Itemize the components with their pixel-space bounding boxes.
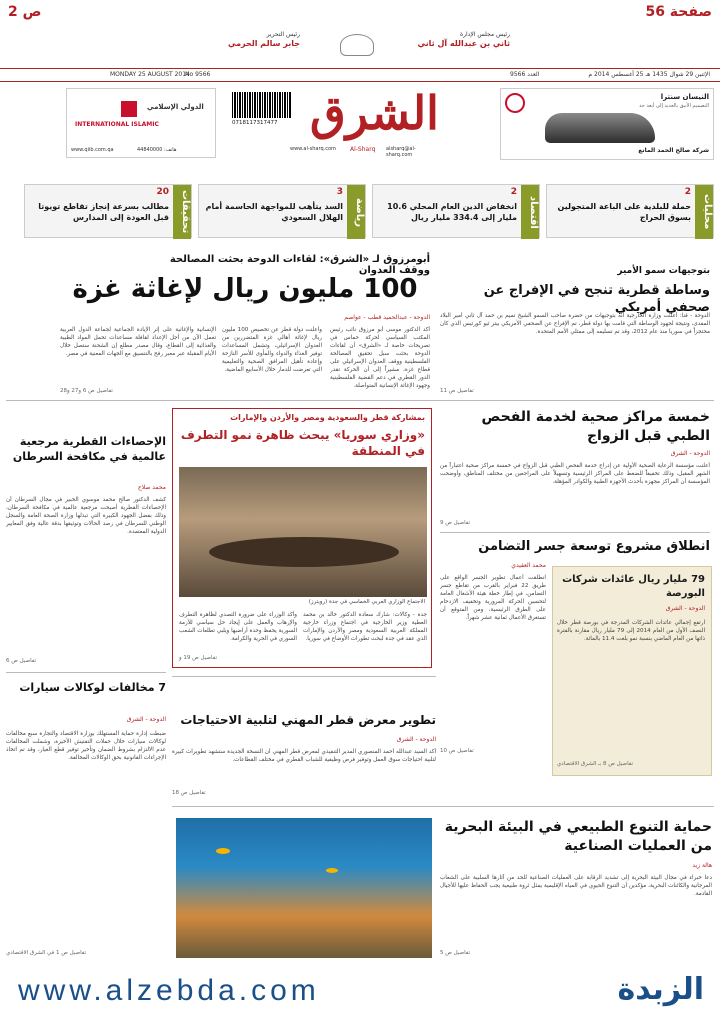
expo-more[interactable]: تفاصيل ص 18 bbox=[172, 790, 206, 796]
cars-byline: الدوحة - الشرق bbox=[126, 716, 166, 723]
barcode-number: 0718117317477 bbox=[232, 120, 278, 126]
amir-body: الدوحة - قنا: أعلنت وزارة الخارجية أنه بتوجيهات من حضرة صاحب السمو الشيخ تميم بن حمد آل ثاني أمير البلاد المفدى، ونتيجة لجهود الوساطة التي قامت بها دولة قطر، تم الإفراج عن الصحفي الأمريكي بيتر ثيو كورتيس الذي كان محتجزاً في سوريا منذ عام 2012، وقد تم تسليمه إلى ممثلي الأمم المتحدة. bbox=[440, 313, 710, 335]
amir-headline[interactable]: وساطة قطرية تنجح في الإفراج عن صحفي أمريكي bbox=[483, 283, 710, 315]
teaser-economy[interactable] bbox=[372, 184, 540, 238]
editor-block bbox=[220, 30, 300, 48]
meeting-table bbox=[209, 537, 399, 567]
top-strip bbox=[0, 0, 720, 85]
ad-left[interactable] bbox=[66, 88, 216, 158]
bank-phone: هاتف: 44840000 bbox=[137, 147, 177, 153]
teaser-sports-num: 3 bbox=[336, 187, 343, 197]
teaser-local[interactable] bbox=[546, 184, 714, 238]
bourse-box bbox=[552, 566, 712, 776]
bourse-body: ارتفع إجمالي عائدات الشركات المدرجة في بورصة قطر خلال النصف الأول من العام 2014 إلى 79 مليار ريال مقارنة بالفترة ذاتها من العام الماضي بنسبة نمو بلغت 11.4 بالمائة. bbox=[557, 620, 705, 642]
teaser-economy-title: انخفاض الدين العام المحلي 10.6 مليار إلى 334.4 مليار ريال bbox=[387, 202, 517, 222]
date-ar: الإثنين 29 شوال 1435 هـ 25 أغسطس 2014 م bbox=[588, 71, 710, 78]
bridge-body: انطلقت أعمال تطوير الجسر الواقع على طريق 22 فبراير بالقرب من تقاطع جسر التضامن، في إطار خطة هيئة الأشغال العامة لتحسين الحركة المرورية وتخفيف الازدحام على الطرق الرئيسية، ومن المتوقع أن تستغرق الأعمال ثمانية عشر شهراً. bbox=[440, 575, 546, 621]
expo-byline: الدوحة - الشرق bbox=[396, 736, 436, 743]
teaser-investigations-section: تحقيقات bbox=[173, 185, 191, 239]
divider-1 bbox=[6, 400, 714, 401]
marine-more[interactable]: تفاصيل ص 5 bbox=[440, 950, 471, 956]
health-headline[interactable]: خمسة مراكز صحية لخدمة الفحص الطبي قبل الزواج bbox=[481, 409, 710, 444]
syria-box bbox=[172, 408, 432, 668]
lead-col1: أكد الدكتور موسى أبو مرزوق نائب رئيس المكتب السياسي لحركة حماس في تصريحات خاصة لـ «الشرق» أن لقاءات الدوحة بحثت سبل تحقيق المصالحة الفلسطينية ووقف العدوان الإسرائيلي على قطاع غزة، مشيراً إلى أن الحركة تقدر الدور القطري في دعم القضية الفلسطينية وجهود الإغاثة الإنسانية المتواصلة. bbox=[330, 327, 430, 389]
barcode bbox=[232, 92, 292, 118]
car-dealer: شركة صالح الحمد المانع bbox=[638, 147, 709, 154]
car-brand: النيسان سنترا bbox=[660, 93, 709, 101]
teaser-investigations[interactable] bbox=[24, 184, 192, 238]
bank-name-ar: الدولي الإسلامي bbox=[147, 103, 204, 111]
logo-en: Al-Sharq bbox=[350, 146, 376, 153]
car-image bbox=[545, 113, 655, 143]
website: www.al-sharq.com bbox=[290, 146, 336, 152]
syria-photo bbox=[179, 467, 427, 597]
teaser-economy-num: 2 bbox=[510, 187, 517, 197]
emblem-icon bbox=[340, 34, 374, 56]
syria-caption: الاجتماع الوزاري العربي الخماسي في جدة (رويترز) bbox=[308, 599, 425, 605]
marine-photo bbox=[176, 818, 432, 958]
issue-ar: العدد 9566 bbox=[510, 71, 540, 78]
car-slogan: التصميم الأنيق بالعديد إلى أبعد حد bbox=[639, 103, 709, 109]
expo-headline[interactable]: تطوير معرض قطر المهني لتلبية الاحتياجات bbox=[180, 713, 436, 727]
bank-url: www.qiib.com.qa bbox=[71, 147, 114, 153]
chairman-name: ثاني بن عبدالله آل ثاني bbox=[417, 39, 510, 48]
bridge-headline[interactable]: انطلاق مشروع توسعة جسر التضامن bbox=[478, 539, 710, 554]
bridge-more[interactable]: تفاصيل ص 10 bbox=[440, 748, 474, 754]
bourse-byline: الدوحة - الشرق bbox=[665, 605, 705, 612]
bank-logo-icon bbox=[121, 101, 137, 117]
lead-col2: وأعلنت دولة قطر عن تخصيص 100 مليون ريال لإغاثة أهالي غزة المتضررين من العدوان الإسرائيلي، وتشمل المساعدات توفير الغذاء والدواء والمأوى للأسر النازحة وإعادة تأهيل المرافق الصحية والتعليمية التي تعرضت للدمار خلال الأسابيع الماضية. bbox=[222, 327, 322, 373]
ad-right[interactable] bbox=[500, 88, 714, 160]
health-byline: الدوحة - الشرق bbox=[670, 450, 710, 457]
syria-kicker[interactable]: بمشاركة قطر والسعودية ومصر والأردن والإمارات bbox=[230, 413, 425, 422]
bridge-byline: محمد العقيدي bbox=[511, 562, 546, 569]
divider-5 bbox=[172, 806, 714, 807]
divider-2 bbox=[440, 532, 710, 533]
teaser-strip bbox=[6, 184, 714, 240]
teaser-sports-title: السد يتأهب للمواجهة الحاسمة أمام الهلال السعودي bbox=[205, 202, 343, 222]
page-label-right: صفحة 56 bbox=[645, 4, 712, 20]
lead-more[interactable]: تفاصيل ص 6 و27 و28 bbox=[60, 388, 113, 394]
lead-col3: الإنسانية والإغاثية على إثر الإبادة الجماعية لجماعة الدول العربية تعمل الآن من أجل الإعداد لقافلة مساعدات تحمل المواد الطبية والغذائية إلى القطاع، وقال مصدر مطلع إن الشحنة ستصل خلال الأيام المقبلة عبر معبر رفح بالتنسيق مع الجهات المعنية في مصر. bbox=[60, 327, 216, 357]
syria-more[interactable]: تفاصيل ص 19 و bbox=[179, 655, 218, 661]
lead-kicker[interactable]: أبومرزوق لـ «الشرق»: لقاءات الدوحة بحثت المصالحة ووقف العدوان bbox=[169, 254, 430, 276]
watermark-brand[interactable]: الزبدة bbox=[617, 972, 704, 1007]
teaser-local-title: حملة للبلدية على الباعة المتجولين بسوق الحراج bbox=[557, 202, 691, 222]
watermark-bar bbox=[0, 968, 720, 1018]
teaser-sports-section: رياضة bbox=[347, 185, 365, 239]
marine-body: دعا خبراء في مجال البيئة البحرية إلى تشديد الرقابة على العمليات الصناعية للحد من آثارها السلبية على الشعاب المرجانية والكائنات البحرية، مؤكدين أن التنوع الحيوي في المياه الإقليمية يمثل ثروة طبيعية يجب الحفاظ عليها للأجيال القادمة. bbox=[440, 875, 712, 897]
expo-body: أكد السيد عبدالله أحمد المنصوري المدير التنفيذي لمعرض قطر المهني أن النسخة الجديدة ستشهد تطويرات كبيرة لتلبية احتياجات سوق العمل وتوفير فرص وظيفية للشباب القطري في مختلف القطاعات. bbox=[172, 749, 436, 763]
teaser-investigations-title: مطالب بسرعة إنجاز تقاطع تويوتا قبل العودة إلى المدارس bbox=[38, 202, 169, 222]
issue-en: No 9566 bbox=[185, 71, 211, 78]
bourse-headline[interactable]: 79 مليار ريال عائدات شركات البورصة bbox=[562, 574, 705, 599]
marine-byline: هالة زيد bbox=[692, 862, 712, 869]
fish-icon-2 bbox=[326, 868, 338, 873]
amir-kicker[interactable]: بتوجيهات سمو الأمير bbox=[617, 266, 710, 276]
teaser-economy-section: اقتصاد bbox=[521, 185, 539, 239]
teaser-local-section: محليات bbox=[695, 185, 713, 239]
logo: الشرق bbox=[310, 86, 439, 140]
bank-name-en: INTERNATIONAL ISLAMIC bbox=[75, 121, 159, 128]
nissan-logo-icon bbox=[505, 93, 525, 113]
cyber-more[interactable]: تفاصيل ص 6 bbox=[6, 658, 37, 664]
health-more[interactable]: تفاصيل ص 9 bbox=[440, 520, 471, 526]
lead-headline[interactable]: 100 مليون ريال لإغاثة غزة bbox=[72, 274, 418, 304]
editor-name: جابر سالم الحرمي bbox=[227, 39, 300, 48]
lead-byline: الدوحة - عبدالحميد قطب - عواصم bbox=[344, 314, 430, 321]
syria-headline[interactable]: «وزاري سوريا» يبحث ظاهرة نمو التطرف في المنطقة bbox=[180, 428, 425, 458]
teaser-investigations-num: 20 bbox=[156, 187, 169, 197]
logo-block bbox=[290, 86, 440, 156]
cars-body: ضبطت إدارة حماية المستهلك بوزارة الاقتصاد والتجارة سبع مخالفات لوكالات سيارات خلال حملات التفتيش الأخيرة، وشملت المخالفات عدم الالتزام بشروط الضمان وتأخير توفير قطع الغيار، وقد تم اتخاذ الإجراءات القانونية بحق الوكالات المخالفة. bbox=[6, 731, 166, 761]
chairman-block bbox=[400, 30, 510, 48]
page-label-left: ص 2 bbox=[8, 4, 42, 20]
teaser-local-num: 2 bbox=[684, 187, 691, 197]
divider-4 bbox=[6, 672, 166, 673]
watermark-url[interactable]: www.alzebda.com bbox=[18, 974, 320, 1007]
divider-3 bbox=[172, 676, 436, 677]
health-body: أعلنت مؤسسة الرعاية الصحية الأولية عن إدراج خدمة الفحص الطبي قبل الزواج في خمسة مراكز صحية اعتباراً من الشهر المقبل، وذلك تخفيفاً للضغط على المراكز الرئيسية وتسهيلاً على المراجعين من مختلف المناطق، وأوضحت المؤسسة أن المراكز مجهزة بأحدث الأجهزة الطبية والكوادر المؤهلة. bbox=[440, 463, 710, 485]
editor-title: رئيس التحرير bbox=[266, 31, 300, 38]
email: alsharq@al-sharq.com bbox=[386, 146, 416, 158]
cars-more[interactable]: تفاصيل ص 1 في الشرق الاقتصادي bbox=[6, 950, 87, 956]
cyber-headline[interactable]: الإحصاءات القطرية مرجعية عالمية في مكافحة السرطان bbox=[12, 435, 166, 463]
syria-body-1: جدة - وكالات: شارك سعادة الدكتور خالد بن محمد العطية وزير الخارجية في اجتماع وزراء خارجية المملكة العربية السعودية ومصر والأردن والإمارات الذي عقد في جدة لبحث تطورات الأوضاع في سوريا. bbox=[303, 612, 427, 642]
cyber-byline: محمد صلاح bbox=[137, 484, 166, 491]
syria-body-2: وأكد الوزراء على ضرورة التصدي لظاهرة التطرف والإرهاب والعمل على إيجاد حل سياسي للأزمة السورية يحفظ وحدة أراضيها ويلبي تطلعات الشعب السوري في الحرية والكرامة. bbox=[179, 612, 297, 642]
cars-headline[interactable]: 7 مخالفات لوكالات سيارات bbox=[19, 681, 166, 694]
cyber-body: كشف الدكتور صالح محمد موسوي الخبير في مجال السرطان أن الإحصاءات القطرية أصبحت مرجعية عالمية في مكافحة السرطان، وذلك بفضل الجهود الكبيرة التي تبذلها وزارة الصحة العامة والسجل الوطني للسرطان في رصد الحالات وتوثيقها بدقة عالية وفق المعايير الدولية المعتمدة. bbox=[6, 497, 166, 535]
amir-more[interactable]: تفاصيل ص 11 bbox=[440, 388, 474, 394]
date-strip bbox=[0, 68, 720, 82]
teaser-sports[interactable] bbox=[198, 184, 366, 238]
chairman-title: رئيس مجلس الإدارة bbox=[459, 31, 510, 38]
date-en: MONDAY 25 AUGUST 2014 bbox=[110, 71, 190, 78]
marine-headline[interactable]: حماية التنوع الطبيعي في البيئة البحرية من العمليات الصناعية bbox=[444, 819, 712, 854]
fish-icon bbox=[216, 848, 230, 854]
bourse-more[interactable]: تفاصيل ص 8 بـ الشرق الاقتصادي bbox=[557, 761, 634, 767]
